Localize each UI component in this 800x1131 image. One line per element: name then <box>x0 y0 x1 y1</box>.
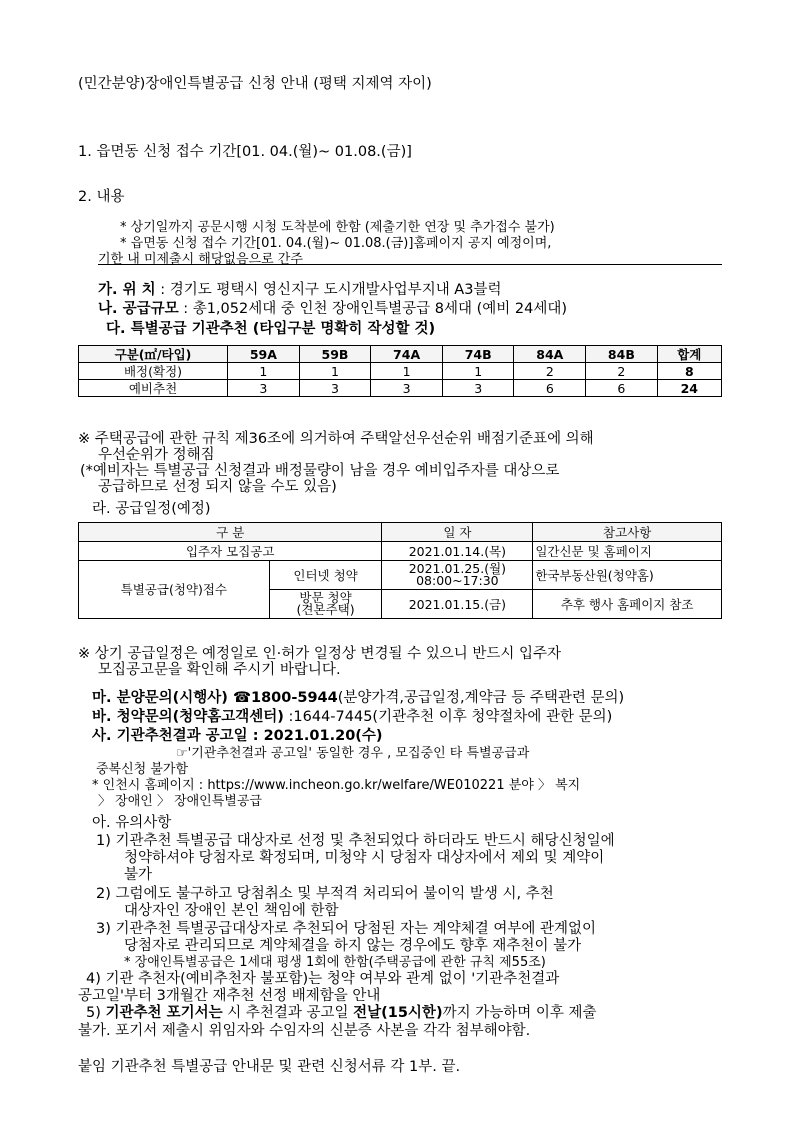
table-row <box>79 363 722 380</box>
time-line: 08:00~17:30 <box>416 573 499 588</box>
homepage-note-cont: 기한 내 미제출시 해당없음으로 간주 <box>98 252 303 267</box>
table-cell <box>382 561 533 590</box>
table-cell: 배정(확정) <box>79 363 228 380</box>
table-header: 74B <box>442 346 513 363</box>
precaution-3-note: * 장애인특별공급은 1세대 평생 1회에 한함(주택공급에 관한 규칙 제55조) <box>124 955 546 970</box>
table-cell: 2021.01.15.(금) <box>382 590 533 619</box>
table-cell: 2021.01.14.(목) <box>382 542 533 561</box>
result-date-heading: 사. 기관추천결과 공고일 : 2021.01.20(수) <box>92 728 383 744</box>
sales-inquiry-label: 마. 분양문의(시행사) <box>92 690 228 706</box>
precaution-4: 4) 기관 추천자(예비추천자 불포함)는 청약 여부와 관계 없이 '기관추천결과 <box>86 971 560 987</box>
reserve-note-cont: 공급하므로 선정 되지 않을 수도 있음) <box>98 479 337 495</box>
schedule-table <box>78 522 722 619</box>
table-cell: 3 <box>299 380 370 397</box>
precaution-1-cont: 청약하셔야 당첨자로 확정되며, 미청약 시 당첨자 대상자에서 제외 및 계약이 <box>124 850 605 866</box>
table-cell: 인터넷 청약 <box>269 561 382 590</box>
sales-inquiry-text: (분양가격,공급일정,계약금 등 주택관련 문의) <box>337 690 625 706</box>
table-row <box>79 561 722 590</box>
document-title: (민간분양)장애인특별공급 신청 안내 (평택 지제역 자이) <box>78 76 432 92</box>
table-cell <box>269 590 382 619</box>
schedule-change-note-cont: 모집공고문을 확인해 주시기 바랍니다. <box>98 662 341 678</box>
table-cell: 입주자 모집공고 <box>79 542 382 561</box>
location-value: : 경기도 평택시 영신지구 도시개발사업부지내 A3블럭 <box>160 282 502 298</box>
section-1-heading: 1. 읍면동 신청 접수 기간[01. 04.(월)~ 01.08.(금)] <box>78 144 412 160</box>
precaution-5 <box>86 1004 596 1022</box>
precaution-4-cont: 공고일'부터 3개월간 재추천 선정 배제함을 안내 <box>78 988 381 1004</box>
table-header: 84B <box>586 346 657 363</box>
duplicate-note: ☞'기관추천결과 공고일' 동일한 경우 , 모집중인 타 특별공급과 <box>176 746 530 761</box>
rule-note-cont: 우선순위가 정해짐 <box>98 447 215 463</box>
precaution-5-end: 까지 가능하며 이후 제출 <box>442 1005 597 1021</box>
precaution-5-bold: 기관추천 포기서는 <box>105 1005 223 1021</box>
attachment-line: 붙임 기관추천 특별공급 안내문 및 관련 신청서류 각 1부. 끝. <box>78 1059 461 1075</box>
allocation-table <box>78 345 722 397</box>
subscription-inquiry-text: :1644-7445(기관추천 이후 청약절차에 관한 문의) <box>283 709 613 725</box>
table-cell: 3 <box>371 380 443 397</box>
table-cell: 6 <box>586 380 657 397</box>
precaution-1-cont: 불가 <box>124 867 153 883</box>
type-line: (견본주택) <box>296 602 355 617</box>
date-line: 2021.01.25.(월) <box>408 561 507 576</box>
table-cell: 추후 행사 홈페이지 참조 <box>533 590 722 619</box>
precaution-5-number: 5) <box>86 1005 106 1021</box>
precaution-3: 3) 기관추천 특별공급대상자로 추천되어 당첨된 자는 계약체결 여부에 관계없이 <box>96 921 596 937</box>
precaution-5-cont: 불가. 포기서 제출시 위임자와 수임자의 신분증 사본을 각각 첨부해야함. <box>78 1023 531 1039</box>
website-path: 〉 장애인 〉 장애인특별공급 <box>98 794 262 809</box>
schedule-change-note: ※ 상기 공급일정은 예정일로 인·허가 일정상 변경될 수 있으니 반드시 입주자 <box>78 646 562 662</box>
table-cell: 2 <box>514 363 586 380</box>
rule-note: ※ 주택공급에 관한 규칙 제36조에 의거하여 주택알선우선순위 배점기준표에 의해 <box>78 431 594 447</box>
table-row <box>79 542 722 561</box>
table-cell: 1 <box>371 363 443 380</box>
website-note: * 인천시 홈페이지 : https://www.incheon.go.kr/welfare/WE010221 분야 〉 복지 <box>92 778 581 793</box>
phone-icon: ☎ <box>232 690 251 706</box>
precaution-2-cont: 대상자인 장애인 본인 책임에 한함 <box>124 903 339 919</box>
table-header: 참고사항 <box>533 523 722 542</box>
recommendation-heading: 다. 특별공급 기관추천 (타입구분 명확히 작성할 것) <box>106 321 436 337</box>
table-header: 일 자 <box>382 523 533 542</box>
section-2-heading: 2. 내용 <box>78 189 125 205</box>
type-line: 방문 청약 <box>299 590 352 605</box>
subscription-inquiry-label: 바. 청약문의(청약홈고객센터) <box>92 709 284 725</box>
precaution-5-bold: 전날(15시한) <box>353 1005 443 1021</box>
table-header-row <box>79 346 722 363</box>
table-header: 구 분 <box>79 523 382 542</box>
precaution-3-cont: 당첨자로 관리되므로 계약체결을 하지 않는 경우에도 향후 재추천이 불가 <box>124 938 582 954</box>
table-cell: 2 <box>586 363 657 380</box>
table-header: 합계 <box>657 346 721 363</box>
table-header-row <box>79 523 722 542</box>
homepage-note: * 읍면동 신청 접수 기간[01. 04.(월)~ 01.08.(금)]홈페이지 공지 예정이며, <box>120 236 552 251</box>
table-cell-total: 24 <box>657 380 721 397</box>
schedule-heading: 라. 공급일정(예정) <box>92 501 211 517</box>
table-cell: 6 <box>514 380 586 397</box>
deadline-note: * 상기일까지 공문시행 시청 도착분에 한함 (제출기한 연장 및 추가접수 불가) <box>120 220 555 235</box>
table-header: 구분(㎡/타입) <box>79 346 228 363</box>
table-header: 84A <box>514 346 586 363</box>
location-row <box>98 281 501 299</box>
table-header: 59A <box>228 346 300 363</box>
table-cell: 한국부동산원(청약홈) <box>533 561 722 590</box>
table-header: 74A <box>371 346 443 363</box>
reserve-note: (*예비자는 특별공급 신청결과 배정물량이 남을 경우 예비입주자를 대상으로 <box>80 463 560 479</box>
location-label: 가. 위 치 <box>98 282 156 298</box>
precautions-heading: 아. 유의사항 <box>92 815 172 831</box>
supply-row <box>98 300 567 318</box>
table-cell: 1 <box>299 363 370 380</box>
precaution-2: 2) 그럼에도 불구하고 당첨취소 및 부적격 처리되어 불이익 발생 시, 추천 <box>96 886 554 902</box>
subscription-inquiry-row <box>92 708 612 726</box>
note-divider <box>98 264 722 265</box>
table-cell: 1 <box>228 363 300 380</box>
supply-value: : 총1,052세대 중 인천 장애인특별공급 8세대 (예비 24세대) <box>183 301 567 317</box>
table-cell: 3 <box>442 380 513 397</box>
table-cell: 일간신문 및 홈페이지 <box>533 542 722 561</box>
table-cell: 3 <box>228 380 300 397</box>
table-header: 59B <box>299 346 370 363</box>
sales-phone: 1800-5944 <box>251 690 338 706</box>
table-cell: 예비추천 <box>79 380 228 397</box>
table-cell: 1 <box>442 363 513 380</box>
table-cell: 특별공급(청약)접수 <box>79 561 270 619</box>
supply-label: 나. 공급규모 <box>98 301 179 317</box>
precaution-5-mid: 시 추천결과 공고일 <box>222 1005 354 1021</box>
duplicate-note-cont: 중복신청 불가함 <box>96 762 189 777</box>
table-row <box>79 380 722 397</box>
precaution-1: 1) 기관추천 특별공급 대상자로 선정 및 추천되었다 하더라도 반드시 해당신청일에 <box>96 833 615 849</box>
table-cell-total: 8 <box>657 363 721 380</box>
sales-inquiry-row <box>92 689 624 707</box>
